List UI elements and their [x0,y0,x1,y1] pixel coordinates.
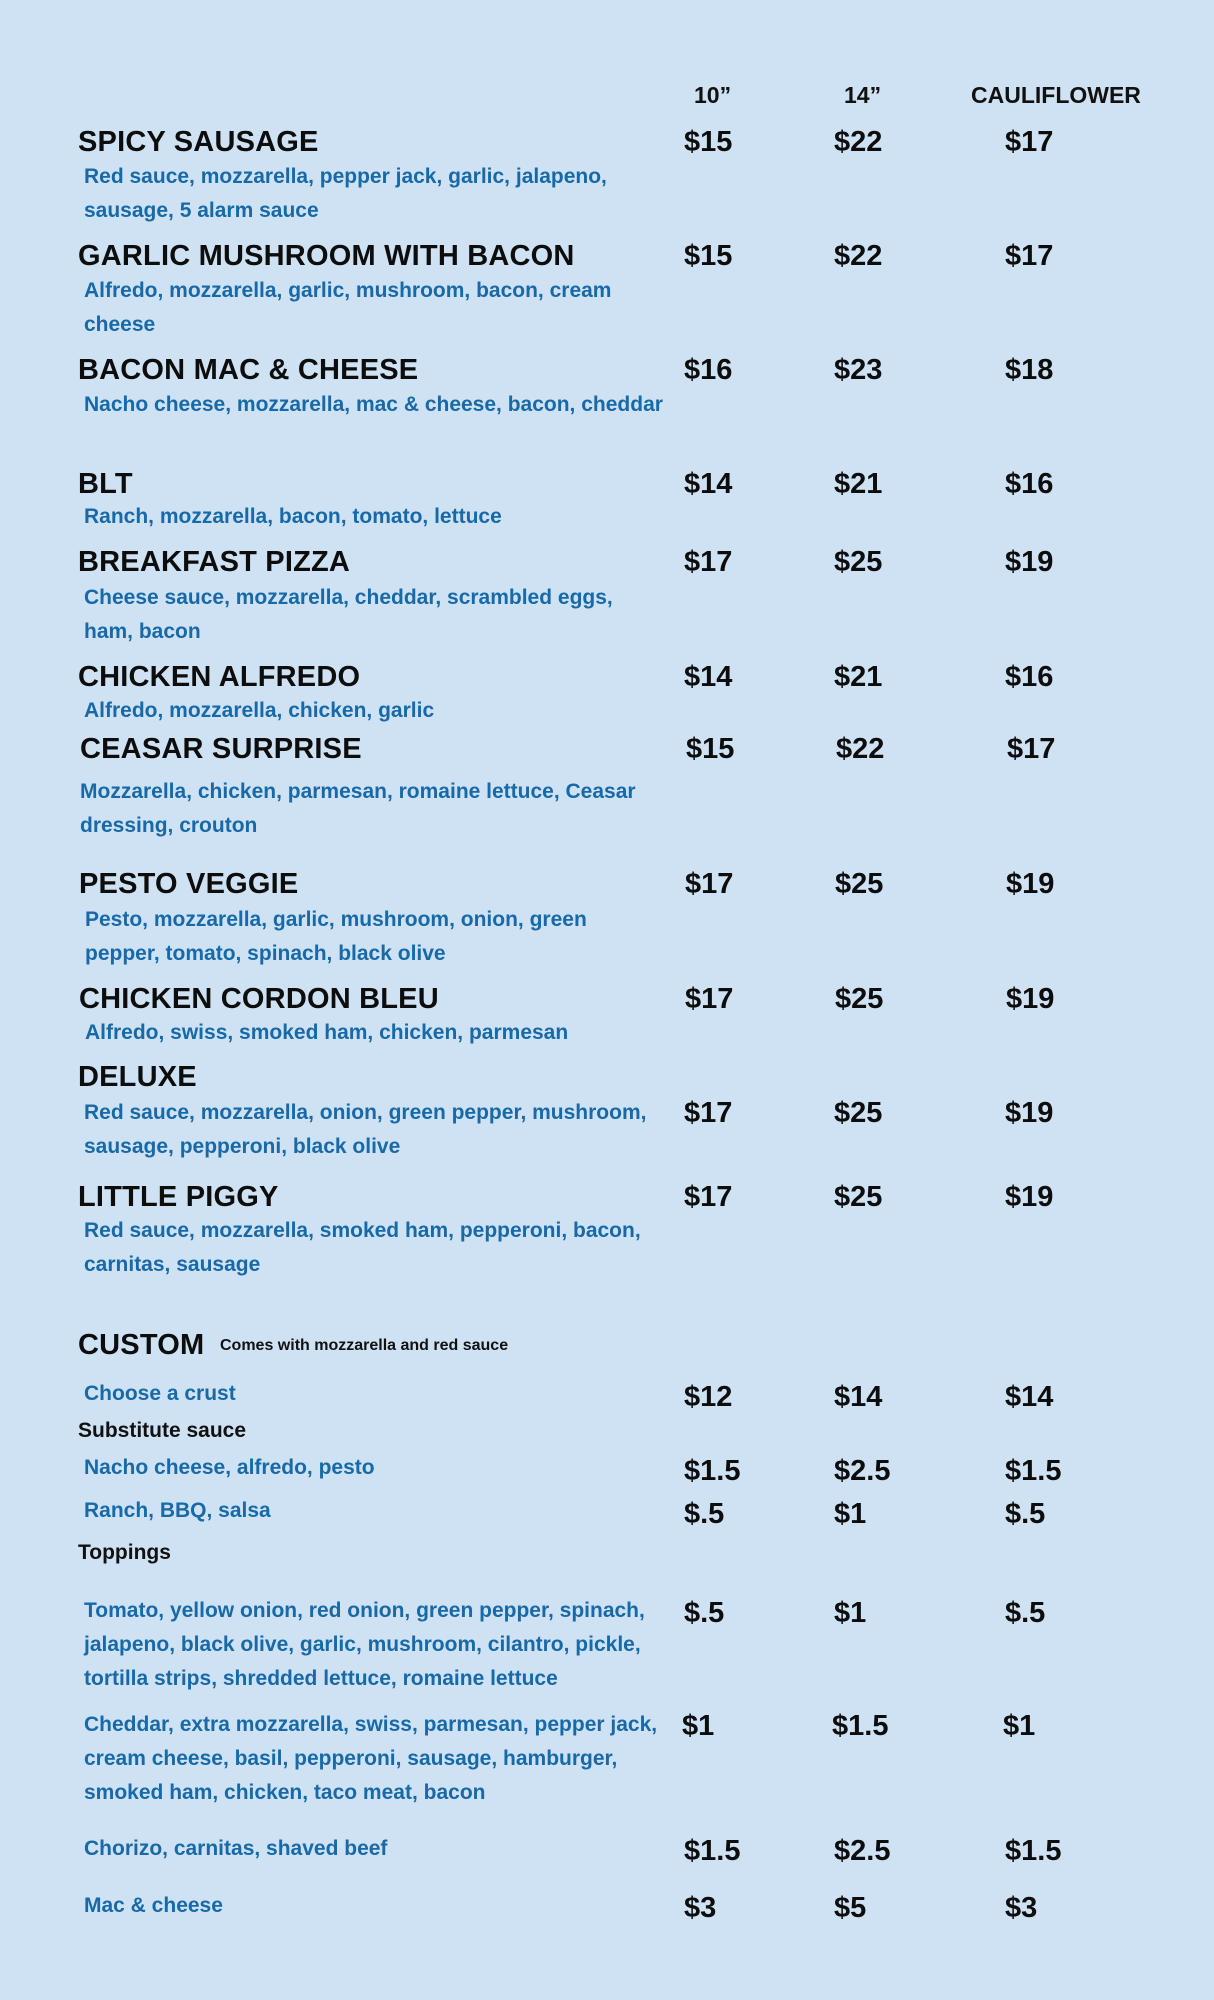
pizza-name: BLT [78,468,133,500]
pizza-description: Red sauce, mozzarella, onion, green pepper, mushroom, sausage, pepperoni, black olive [84,1101,647,1158]
price-cauliflower: $1 [1003,1710,1036,1742]
price-10: $12 [684,1381,733,1413]
price-10: $3 [684,1892,717,1924]
price-14: $5 [834,1892,867,1924]
crust-label: Choose a crust [84,1382,236,1405]
price-cauliflower: $19 [1006,983,1055,1015]
price-10: $17 [685,983,734,1015]
price-cauliflower: $17 [1005,240,1054,272]
sauce-option-label: Nacho cheese, alfredo, pesto [84,1456,375,1479]
pizza-name: BREAKFAST PIZZA [78,546,351,578]
price-10: $17 [684,1097,733,1129]
pizza-description: Alfredo, mozzarella, garlic, mushroom, bacon, cream cheese [84,279,612,336]
price-14: $1 [834,1498,867,1530]
price-14: $14 [834,1381,883,1413]
custom-title: CUSTOM [78,1329,205,1361]
price-cauliflower: $14 [1005,1381,1054,1413]
price-10: $.5 [684,1597,725,1629]
pizza-name: PESTO VEGGIE [79,868,299,900]
price-14: $22 [834,240,883,272]
pizza-description: Mozzarella, chicken, parmesan, romaine lettuce, Ceasar dressing, crouton [80,780,636,837]
price-cauliflower: $19 [1005,1181,1054,1213]
price-14: $21 [834,468,883,500]
column-header-cauliflower: CAULIFLOWER [971,82,1141,108]
pizza-name: DELUXE [78,1061,197,1093]
topping-group-label: Cheddar, extra mozzarella, swiss, parmesan, pepper jack, cream cheese, basil, pepperoni, sausage, hamburger, smoked ham, chicken, taco meat, bacon [84,1713,658,1804]
price-14: $25 [834,546,883,578]
topping-group-label: Mac & cheese [84,1894,223,1917]
price-10: $1.5 [684,1455,741,1487]
price-10: $17 [684,546,733,578]
toppings-heading: Toppings [78,1541,171,1564]
price-14: $25 [835,868,884,900]
price-10: $15 [686,733,735,765]
pizza-description: Pesto, mozzarella, garlic, mushroom, onion, green pepper, tomato, spinach, black olive [85,908,587,965]
pizza-name: CHICKEN CORDON BLEU [79,983,439,1015]
price-10: $1.5 [684,1835,741,1867]
topping-group-label: Tomato, yellow onion, red onion, green pepper, spinach, jalapeno, black olive, garlic, mushroom, cilantro, pickle, tortilla strips, shredded lettuce, romaine lettuce [84,1599,645,1690]
pizza-name: BACON MAC & CHEESE [78,354,419,386]
price-cauliflower: $17 [1007,733,1056,765]
pizza-description: Nacho cheese, mozzarella, mac & cheese, bacon, cheddar [84,393,663,416]
price-cauliflower: $18 [1005,354,1054,386]
price-14: $22 [836,733,885,765]
price-10: $17 [685,868,734,900]
price-10: $15 [684,240,733,272]
price-10: $17 [684,1181,733,1213]
column-header-14-inch: 14” [844,82,882,108]
pizza-name: SPICY SAUSAGE [78,126,319,158]
pizza-name: LITTLE PIGGY [78,1181,279,1213]
column-header-10-inch: 10” [694,82,732,108]
price-14: $21 [834,661,883,693]
price-10: $14 [684,661,733,693]
price-cauliflower: $.5 [1005,1597,1046,1629]
pizza-description: Ranch, mozzarella, bacon, tomato, lettuce [84,505,502,528]
sauce-option-label: Ranch, BBQ, salsa [84,1499,271,1522]
price-14: $1 [834,1597,867,1629]
price-cauliflower: $19 [1006,868,1055,900]
price-14: $25 [834,1097,883,1129]
price-14: $23 [834,354,883,386]
price-14: $22 [834,126,883,158]
pizza-description: Alfredo, mozzarella, chicken, garlic [84,699,435,722]
price-10: $14 [684,468,733,500]
substitute-sauce-heading: Substitute sauce [78,1419,247,1442]
pizza-description: Alfredo, swiss, smoked ham, chicken, parmesan [85,1021,569,1044]
pizza-description: Cheese sauce, mozzarella, cheddar, scrambled eggs, ham, bacon [84,586,613,643]
topping-group-label: Chorizo, carnitas, shaved beef [84,1837,388,1860]
pizza-description: Red sauce, mozzarella, pepper jack, garlic, jalapeno, sausage, 5 alarm sauce [84,165,607,222]
price-14: $2.5 [834,1455,891,1487]
price-cauliflower: $3 [1005,1892,1038,1924]
price-10: $16 [684,354,733,386]
price-cauliflower: $16 [1005,468,1054,500]
pizza-description: Red sauce, mozzarella, smoked ham, pepperoni, bacon, carnitas, sausage [84,1219,641,1276]
price-14: $25 [834,1181,883,1213]
pizza-name: CEASAR SURPRISE [80,733,362,765]
price-cauliflower: $19 [1005,546,1054,578]
price-cauliflower: $.5 [1005,1498,1046,1530]
price-cauliflower: $16 [1005,661,1054,693]
price-cauliflower: $1.5 [1005,1455,1062,1487]
price-10: $.5 [684,1498,725,1530]
price-10: $1 [682,1710,715,1742]
price-cauliflower: $17 [1005,126,1054,158]
price-14: $1.5 [832,1710,889,1742]
price-14: $25 [835,983,884,1015]
pizza-name: GARLIC MUSHROOM WITH BACON [78,240,575,272]
price-10: $15 [684,126,733,158]
price-cauliflower: $1.5 [1005,1835,1062,1867]
custom-note: Comes with mozzarella and red sauce [220,1337,509,1354]
pizza-name: CHICKEN ALFREDO [78,661,361,693]
price-cauliflower: $19 [1005,1097,1054,1129]
price-14: $2.5 [834,1835,891,1867]
